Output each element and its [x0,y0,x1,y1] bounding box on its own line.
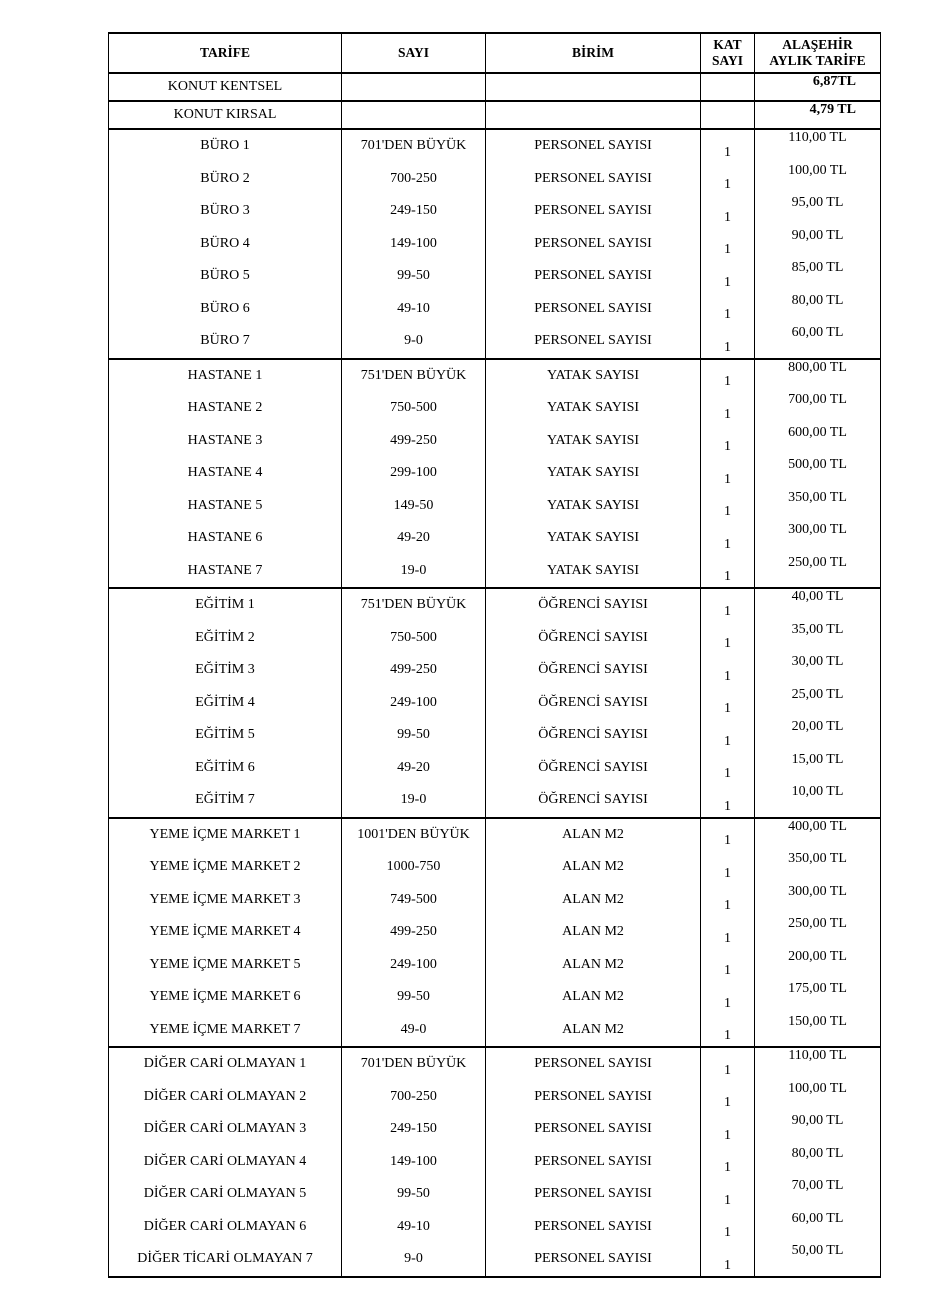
cell-birim: PERSONEL SAYISI [486,129,701,163]
cell-birim: ÖĞRENCİ SAYISI [486,654,701,687]
cell-birim: ÖĞRENCİ SAYISI [486,588,701,622]
tariff-table [108,32,881,1278]
cell-price: 30,00 TL [755,654,881,687]
table-row [109,260,881,293]
cell-birim: YATAK SAYISI [486,490,701,523]
cell-sayi: 99-50 [342,260,486,293]
cell-sayi: 499-250 [342,916,486,949]
cell-kat: 1 [701,1014,755,1048]
cell-sayi: 99-50 [342,981,486,1014]
cell-sayi: 249-100 [342,949,486,982]
cell-birim: PERSONEL SAYISI [486,163,701,196]
cell-tarife: EĞİTİM 5 [109,719,342,752]
cell-tarife: EĞİTİM 7 [109,784,342,818]
cell-sayi: 249-150 [342,195,486,228]
cell-sayi: 749-500 [342,884,486,917]
cell-sayi: 1000-750 [342,851,486,884]
table-row [109,784,881,818]
cell-tarife: YEME İÇME MARKET 1 [109,818,342,852]
cell-sayi: 149-50 [342,490,486,523]
cell-tarife: HASTANE 5 [109,490,342,523]
table-row [109,555,881,589]
cell-kat: 1 [701,1243,755,1277]
cell-price: 25,00 TL [755,687,881,720]
cell-birim: PERSONEL SAYISI [486,1113,701,1146]
cell-tarife: YEME İÇME MARKET 4 [109,916,342,949]
header-kat-sayi [701,33,755,73]
cell-tarife: EĞİTİM 2 [109,622,342,655]
cell-birim [486,101,701,129]
cell-birim: PERSONEL SAYISI [486,1211,701,1244]
cell-kat: 1 [701,851,755,884]
header-tarife-line2: AYLIK TARİFE [769,53,866,68]
cell-kat: 1 [701,719,755,752]
cell-kat: 1 [701,1146,755,1179]
cell-tarife: BÜRO 3 [109,195,342,228]
cell-tarife: BÜRO 6 [109,293,342,326]
header-kat-line2: SAYI [711,53,744,68]
cell-birim: ALAN M2 [486,884,701,917]
cell-price: 110,00 TL [755,129,881,163]
cell-price: 250,00 TL [755,916,881,949]
cell-tarife: DİĞER CARİ OLMAYAN 2 [109,1081,342,1114]
cell-tarife: HASTANE 6 [109,522,342,555]
header-aylik-tarife [755,33,881,73]
cell-tarife: BÜRO 5 [109,260,342,293]
cell-kat: 1 [701,163,755,196]
cell-birim: PERSONEL SAYISI [486,1243,701,1277]
cell-kat: 1 [701,916,755,949]
cell-tarife: BÜRO 4 [109,228,342,261]
cell-price: 4,79 TL [755,101,881,129]
cell-kat: 1 [701,129,755,163]
cell-sayi: 249-150 [342,1113,486,1146]
cell-tarife: DİĞER CARİ OLMAYAN 3 [109,1113,342,1146]
cell-tarife: KONUT KIRSAL [109,101,342,129]
table-row [109,949,881,982]
cell-sayi: 19-0 [342,555,486,589]
header-row [109,33,881,73]
cell-kat: 1 [701,1178,755,1211]
table-row [109,622,881,655]
cell-birim: PERSONEL SAYISI [486,228,701,261]
cell-birim: ALAN M2 [486,1014,701,1048]
cell-birim: PERSONEL SAYISI [486,293,701,326]
cell-birim: PERSONEL SAYISI [486,325,701,359]
cell-birim: ALAN M2 [486,949,701,982]
header-sayi: SAYI [342,33,486,73]
table-row [109,293,881,326]
table-row [109,425,881,458]
cell-birim: PERSONEL SAYISI [486,1081,701,1114]
cell-sayi: 499-250 [342,425,486,458]
table-row [109,359,881,393]
cell-sayi: 49-0 [342,1014,486,1048]
cell-kat: 1 [701,522,755,555]
cell-sayi: 149-100 [342,228,486,261]
cell-birim: YATAK SAYISI [486,457,701,490]
cell-tarife: BÜRO 7 [109,325,342,359]
cell-kat: 1 [701,359,755,393]
cell-sayi: 751'DEN BÜYÜK [342,359,486,393]
cell-price: 60,00 TL [755,325,881,359]
cell-birim: PERSONEL SAYISI [486,195,701,228]
cell-price: 200,00 TL [755,949,881,982]
cell-price: 50,00 TL [755,1243,881,1277]
table-row [109,818,881,852]
cell-birim: ÖĞRENCİ SAYISI [486,752,701,785]
cell-birim: PERSONEL SAYISI [486,1047,701,1081]
cell-sayi: 9-0 [342,1243,486,1277]
table-row [109,916,881,949]
cell-tarife: DİĞER TİCARİ OLMAYAN 7 [109,1243,342,1277]
table-row [109,392,881,425]
cell-kat: 1 [701,654,755,687]
table-row [109,654,881,687]
cell-tarife: EĞİTİM 1 [109,588,342,622]
cell-tarife: YEME İÇME MARKET 5 [109,949,342,982]
cell-price: 90,00 TL [755,1113,881,1146]
cell-tarife: HASTANE 7 [109,555,342,589]
cell-price: 95,00 TL [755,195,881,228]
cell-sayi: 9-0 [342,325,486,359]
table-row [109,1047,881,1081]
cell-kat: 1 [701,687,755,720]
cell-price: 100,00 TL [755,163,881,196]
cell-price: 300,00 TL [755,884,881,917]
table-row [109,163,881,196]
cell-sayi: 249-100 [342,687,486,720]
cell-sayi: 99-50 [342,1178,486,1211]
cell-sayi: 1001'DEN BÜYÜK [342,818,486,852]
cell-tarife: EĞİTİM 4 [109,687,342,720]
cell-tarife: DİĞER CARİ OLMAYAN 6 [109,1211,342,1244]
cell-birim: ÖĞRENCİ SAYISI [486,687,701,720]
table-row [109,884,881,917]
header-tarife: TARİFE [109,33,342,73]
cell-price: 150,00 TL [755,1014,881,1048]
cell-sayi: 49-10 [342,293,486,326]
cell-tarife: DİĞER CARİ OLMAYAN 5 [109,1178,342,1211]
cell-sayi: 99-50 [342,719,486,752]
cell-tarife: EĞİTİM 6 [109,752,342,785]
table-row [109,1113,881,1146]
cell-price: 350,00 TL [755,851,881,884]
cell-price: 175,00 TL [755,981,881,1014]
cell-kat: 1 [701,588,755,622]
table-row [109,1211,881,1244]
cell-kat: 1 [701,325,755,359]
cell-tarife: HASTANE 3 [109,425,342,458]
cell-kat: 1 [701,981,755,1014]
cell-sayi: 49-20 [342,752,486,785]
table-row [109,457,881,490]
cell-tarife: YEME İÇME MARKET 2 [109,851,342,884]
cell-sayi: 700-250 [342,163,486,196]
cell-tarife: BÜRO 1 [109,129,342,163]
cell-price: 110,00 TL [755,1047,881,1081]
table-row [109,719,881,752]
table-row [109,588,881,622]
cell-sayi: 751'DEN BÜYÜK [342,588,486,622]
table-row [109,325,881,359]
cell-kat: 1 [701,1211,755,1244]
cell-birim: PERSONEL SAYISI [486,260,701,293]
cell-price: 6,87TL [755,73,881,101]
cell-tarife: DİĞER CARİ OLMAYAN 4 [109,1146,342,1179]
cell-price: 15,00 TL [755,752,881,785]
cell-kat: 1 [701,1113,755,1146]
cell-birim: YATAK SAYISI [486,359,701,393]
table-row [109,490,881,523]
cell-price: 600,00 TL [755,425,881,458]
cell-birim: ÖĞRENCİ SAYISI [486,719,701,752]
cell-birim: ALAN M2 [486,916,701,949]
cell-price: 20,00 TL [755,719,881,752]
cell-kat: 1 [701,260,755,293]
table-row [109,1081,881,1114]
cell-birim: YATAK SAYISI [486,522,701,555]
table-row [109,101,881,129]
table-body [109,73,881,1277]
cell-kat: 1 [701,884,755,917]
cell-birim: PERSONEL SAYISI [486,1178,701,1211]
cell-tarife: YEME İÇME MARKET 3 [109,884,342,917]
table-row [109,687,881,720]
cell-kat: 1 [701,228,755,261]
cell-kat: 1 [701,392,755,425]
cell-price: 350,00 TL [755,490,881,523]
cell-price: 400,00 TL [755,818,881,852]
cell-price: 250,00 TL [755,555,881,589]
cell-sayi: 700-250 [342,1081,486,1114]
cell-kat: 1 [701,1047,755,1081]
cell-sayi: 19-0 [342,784,486,818]
cell-birim: YATAK SAYISI [486,555,701,589]
cell-price: 700,00 TL [755,392,881,425]
cell-price: 100,00 TL [755,1081,881,1114]
cell-kat [701,73,755,101]
cell-price: 10,00 TL [755,784,881,818]
cell-tarife: HASTANE 4 [109,457,342,490]
cell-sayi: 750-500 [342,622,486,655]
header-tarife-line1: ALAŞEHİR [782,37,853,53]
cell-birim: ÖĞRENCİ SAYISI [486,784,701,818]
table-row [109,1243,881,1277]
cell-tarife: BÜRO 2 [109,163,342,196]
cell-price: 80,00 TL [755,293,881,326]
cell-birim: YATAK SAYISI [486,425,701,458]
cell-sayi: 299-100 [342,457,486,490]
table-row [109,851,881,884]
cell-price: 800,00 TL [755,359,881,393]
cell-tarife: YEME İÇME MARKET 6 [109,981,342,1014]
cell-sayi: 701'DEN BÜYÜK [342,1047,486,1081]
cell-kat: 1 [701,195,755,228]
table-row [109,1014,881,1048]
cell-kat: 1 [701,949,755,982]
cell-kat: 1 [701,752,755,785]
cell-kat: 1 [701,425,755,458]
cell-kat: 1 [701,622,755,655]
cell-birim: ÖĞRENCİ SAYISI [486,622,701,655]
cell-price: 35,00 TL [755,622,881,655]
cell-price: 85,00 TL [755,260,881,293]
cell-kat: 1 [701,818,755,852]
cell-price: 90,00 TL [755,228,881,261]
table-row [109,73,881,101]
cell-kat: 1 [701,1081,755,1114]
cell-price: 70,00 TL [755,1178,881,1211]
cell-price: 40,00 TL [755,588,881,622]
header-birim: BİRİM [486,33,701,73]
cell-birim: ALAN M2 [486,981,701,1014]
cell-price: 80,00 TL [755,1146,881,1179]
cell-kat: 1 [701,490,755,523]
cell-kat: 1 [701,555,755,589]
cell-tarife: DİĞER CARİ OLMAYAN 1 [109,1047,342,1081]
cell-price: 60,00 TL [755,1211,881,1244]
table-row [109,522,881,555]
cell-kat [701,101,755,129]
table-row [109,1146,881,1179]
cell-birim [486,73,701,101]
cell-tarife: HASTANE 1 [109,359,342,393]
header-kat-line1: KAT [713,37,742,53]
cell-birim: YATAK SAYISI [486,392,701,425]
cell-sayi: 701'DEN BÜYÜK [342,129,486,163]
cell-price: 500,00 TL [755,457,881,490]
cell-sayi: 750-500 [342,392,486,425]
cell-birim: ALAN M2 [486,818,701,852]
cell-kat: 1 [701,784,755,818]
table-row [109,752,881,785]
cell-tarife: YEME İÇME MARKET 7 [109,1014,342,1048]
cell-sayi [342,101,486,129]
cell-kat: 1 [701,293,755,326]
cell-kat: 1 [701,457,755,490]
table-row [109,129,881,163]
table-row [109,1178,881,1211]
cell-tarife: EĞİTİM 3 [109,654,342,687]
cell-sayi: 49-20 [342,522,486,555]
table-row [109,981,881,1014]
cell-sayi: 49-10 [342,1211,486,1244]
cell-tarife: HASTANE 2 [109,392,342,425]
cell-price: 300,00 TL [755,522,881,555]
cell-tarife: KONUT KENTSEL [109,73,342,101]
cell-birim: PERSONEL SAYISI [486,1146,701,1179]
cell-sayi [342,73,486,101]
cell-sayi: 499-250 [342,654,486,687]
table-row [109,195,881,228]
table-row [109,228,881,261]
cell-birim: ALAN M2 [486,851,701,884]
cell-sayi: 149-100 [342,1146,486,1179]
